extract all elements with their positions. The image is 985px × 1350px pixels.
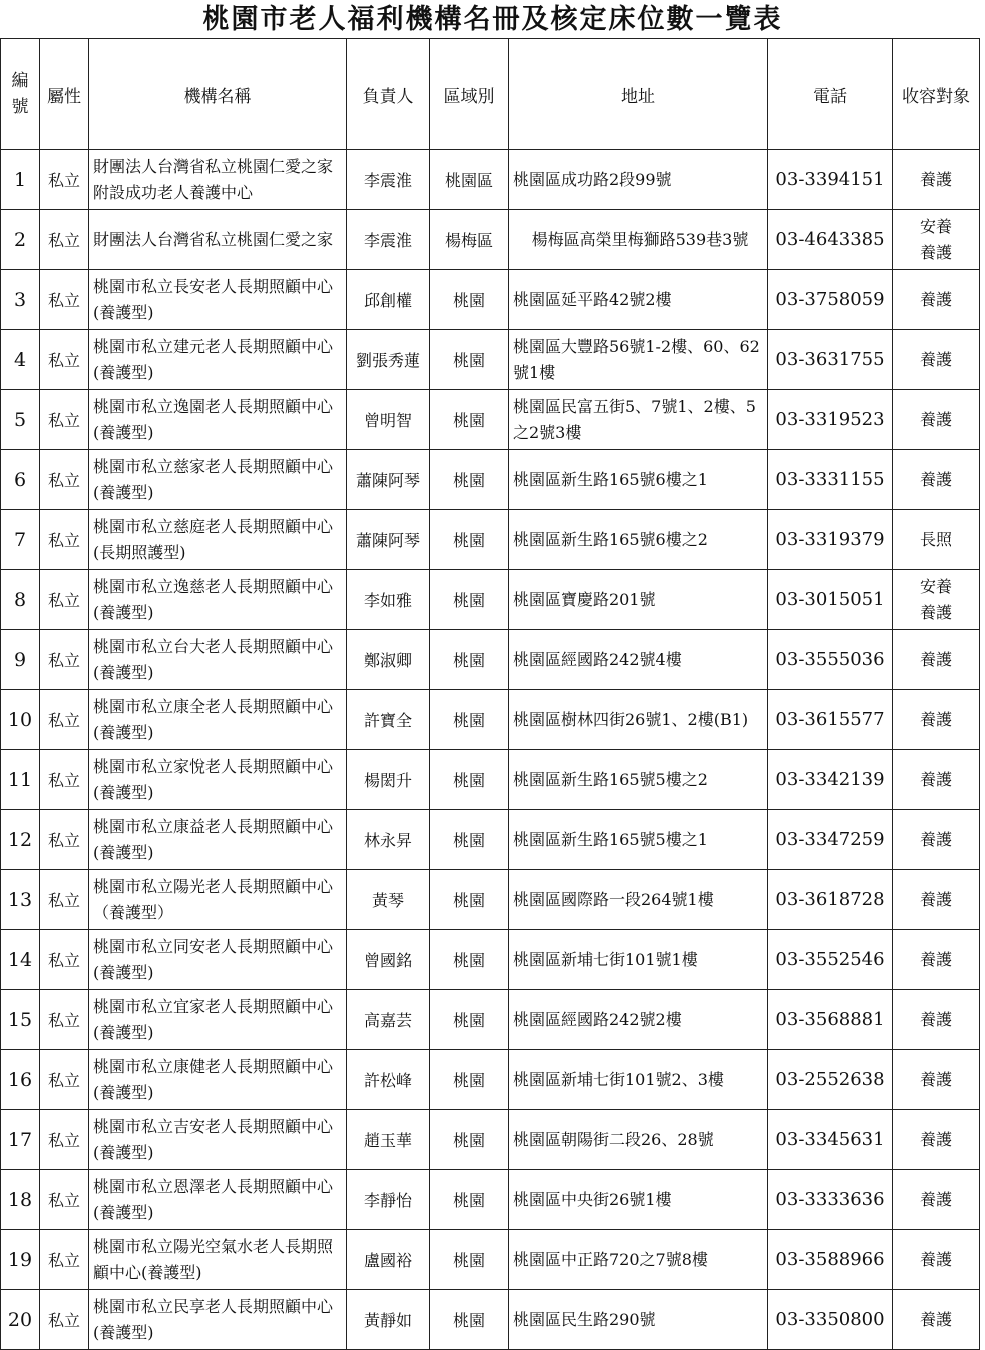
row-phone: 03-3394151 (768, 150, 893, 210)
row-district: 桃園 (430, 570, 509, 630)
row-institution-name: 桃園市私立台大老人長期照顧中心(養護型) (89, 630, 347, 690)
row-person-in-charge: 林永昇 (347, 810, 430, 870)
header-institution-name: 機構名稱 (89, 39, 347, 150)
table-row (1, 990, 980, 1050)
row-phone: 03-3615577 (768, 690, 893, 750)
table-row (1, 810, 980, 870)
row-phone: 03-3618728 (768, 870, 893, 930)
row-address: 桃園區新生路165號5樓之1 (509, 810, 768, 870)
row-number: 2 (1, 210, 40, 270)
row-phone: 03-3350800 (768, 1290, 893, 1350)
row-institution-name: 桃園市私立康益老人長期照顧中心(養護型) (89, 810, 347, 870)
row-phone: 03-3333636 (768, 1170, 893, 1230)
row-number: 19 (1, 1230, 40, 1290)
header-address: 地址 (509, 39, 768, 150)
row-institution-name: 桃園市私立家悅老人長期照顧中心(養護型) (89, 750, 347, 810)
row-address: 桃園區新埔七街101號1樓 (509, 930, 768, 990)
row-target: 養護 (893, 870, 980, 930)
row-target: 養護 (893, 330, 980, 390)
row-district: 桃園 (430, 930, 509, 990)
row-person-in-charge: 蕭陳阿琴 (347, 510, 430, 570)
row-phone: 03-3758059 (768, 270, 893, 330)
row-institution-name: 桃園市私立陽光空氣水老人長期照顧中心(養護型) (89, 1230, 347, 1290)
table-row (1, 750, 980, 810)
row-address: 桃園區寶慶路201號 (509, 570, 768, 630)
header-phone: 電話 (768, 39, 893, 150)
row-attribute: 私立 (40, 630, 89, 690)
row-address: 楊梅區高榮里梅獅路539巷3號 (509, 210, 768, 270)
row-institution-name: 桃園市私立長安老人長期照顧中心(養護型) (89, 270, 347, 330)
row-district: 桃園 (430, 1110, 509, 1170)
row-number: 9 (1, 630, 40, 690)
row-person-in-charge: 李震淮 (347, 210, 430, 270)
row-phone: 03-3588966 (768, 1230, 893, 1290)
row-address: 桃園區國際路一段264號1樓 (509, 870, 768, 930)
row-district: 桃園 (430, 1170, 509, 1230)
row-attribute: 私立 (40, 570, 89, 630)
row-institution-name: 桃園市私立同安老人長期照顧中心(養護型) (89, 930, 347, 990)
row-phone: 03-4643385 (768, 210, 893, 270)
row-person-in-charge: 邱創權 (347, 270, 430, 330)
table-row (1, 630, 980, 690)
row-target: 養護 (893, 390, 980, 450)
header-district: 區域別 (430, 39, 509, 150)
row-target: 養護 (893, 930, 980, 990)
row-number: 12 (1, 810, 40, 870)
row-district: 桃園 (430, 390, 509, 450)
row-number: 17 (1, 1110, 40, 1170)
row-institution-name: 桃園市私立民享老人長期照顧中心(養護型) (89, 1290, 347, 1350)
row-attribute: 私立 (40, 750, 89, 810)
row-target: 長照 (893, 510, 980, 570)
row-attribute: 私立 (40, 1110, 89, 1170)
header-attribute: 屬性 (40, 39, 89, 150)
row-address: 桃園區新生路165號6樓之1 (509, 450, 768, 510)
row-target: 養護 (893, 450, 980, 510)
row-person-in-charge: 高嘉芸 (347, 990, 430, 1050)
row-person-in-charge: 李如雅 (347, 570, 430, 630)
header-target: 收容對象 (893, 39, 980, 150)
table-row (1, 570, 980, 630)
row-attribute: 私立 (40, 690, 89, 750)
row-institution-name: 財團法人台灣省私立桃園仁愛之家附設成功老人養護中心 (89, 150, 347, 210)
row-district: 桃園 (430, 270, 509, 330)
row-institution-name: 桃園市私立陽光老人長期照顧中心（養護型） (89, 870, 347, 930)
row-attribute: 私立 (40, 990, 89, 1050)
row-person-in-charge: 劉張秀蓮 (347, 330, 430, 390)
row-number: 3 (1, 270, 40, 330)
row-number: 15 (1, 990, 40, 1050)
row-attribute: 私立 (40, 870, 89, 930)
row-address: 桃園區延平路42號2樓 (509, 270, 768, 330)
row-attribute: 私立 (40, 210, 89, 270)
table-row (1, 330, 980, 390)
table-row (1, 1050, 980, 1110)
row-person-in-charge: 曾明智 (347, 390, 430, 450)
row-district: 桃園 (430, 1050, 509, 1110)
row-number: 6 (1, 450, 40, 510)
row-district: 桃園 (430, 330, 509, 390)
row-institution-name: 桃園市私立宜家老人長期照顧中心(養護型) (89, 990, 347, 1050)
row-target: 養護 (893, 750, 980, 810)
table-row (1, 270, 980, 330)
row-address: 桃園區民生路290號 (509, 1290, 768, 1350)
row-address: 桃園區成功路2段99號 (509, 150, 768, 210)
row-attribute: 私立 (40, 330, 89, 390)
row-number: 7 (1, 510, 40, 570)
row-target: 養護 (893, 270, 980, 330)
row-institution-name: 桃園市私立康全老人長期照顧中心(養護型) (89, 690, 347, 750)
row-district: 桃園 (430, 750, 509, 810)
row-district: 桃園 (430, 1290, 509, 1350)
row-address: 桃園區中正路720之7號8樓 (509, 1230, 768, 1290)
row-district: 桃園 (430, 990, 509, 1050)
row-attribute: 私立 (40, 270, 89, 330)
row-attribute: 私立 (40, 450, 89, 510)
row-district: 桃園 (430, 690, 509, 750)
row-number: 1 (1, 150, 40, 210)
row-phone: 03-3552546 (768, 930, 893, 990)
row-number: 10 (1, 690, 40, 750)
table-row (1, 1230, 980, 1290)
row-target: 養護 (893, 810, 980, 870)
row-institution-name: 桃園市私立恩澤老人長期照顧中心(養護型) (89, 1170, 347, 1230)
row-institution-name: 桃園市私立慈庭老人長期照顧中心(長期照護型) (89, 510, 347, 570)
row-number: 11 (1, 750, 40, 810)
row-address: 桃園區新生路165號6樓之2 (509, 510, 768, 570)
row-phone: 03-3319523 (768, 390, 893, 450)
table-row (1, 450, 980, 510)
row-district: 桃園 (430, 810, 509, 870)
row-phone: 03-3342139 (768, 750, 893, 810)
row-person-in-charge: 盧國裕 (347, 1230, 430, 1290)
row-institution-name: 桃園市私立逸園老人長期照顧中心(養護型) (89, 390, 347, 450)
row-number: 4 (1, 330, 40, 390)
table-row (1, 1170, 980, 1230)
row-institution-name: 桃園市私立吉安老人長期照顧中心(養護型) (89, 1110, 347, 1170)
row-target: 安養 養護 (893, 570, 980, 630)
row-target: 養護 (893, 150, 980, 210)
row-number: 20 (1, 1290, 40, 1350)
row-address: 桃園區朝陽街二段26、28號 (509, 1110, 768, 1170)
row-address: 桃園區樹林四街26號1、2樓(B1) (509, 690, 768, 750)
row-district: 桃園 (430, 1230, 509, 1290)
row-person-in-charge: 黃琴 (347, 870, 430, 930)
row-district: 桃園 (430, 630, 509, 690)
table-row (1, 870, 980, 930)
row-phone: 03-3331155 (768, 450, 893, 510)
institution-table (0, 38, 980, 1350)
row-number: 16 (1, 1050, 40, 1110)
row-phone: 03-2552638 (768, 1050, 893, 1110)
row-phone: 03-3345631 (768, 1110, 893, 1170)
row-address: 桃園區經國路242號4樓 (509, 630, 768, 690)
table-row (1, 210, 980, 270)
row-address: 桃園區中央街26號1樓 (509, 1170, 768, 1230)
row-phone: 03-3631755 (768, 330, 893, 390)
table-row (1, 930, 980, 990)
row-address: 桃園區民富五街5、7號1、2樓、5之2號3樓 (509, 390, 768, 450)
row-district: 桃園 (430, 510, 509, 570)
row-person-in-charge: 許寶全 (347, 690, 430, 750)
row-attribute: 私立 (40, 1230, 89, 1290)
row-phone: 03-3568881 (768, 990, 893, 1050)
row-target: 養護 (893, 1170, 980, 1230)
row-district: 桃園 (430, 450, 509, 510)
row-address: 桃園區新生路165號5樓之2 (509, 750, 768, 810)
row-attribute: 私立 (40, 390, 89, 450)
row-target: 安養 養護 (893, 210, 980, 270)
row-person-in-charge: 趙玉華 (347, 1110, 430, 1170)
row-district: 桃園 (430, 870, 509, 930)
row-district: 桃園區 (430, 150, 509, 210)
row-target: 養護 (893, 1110, 980, 1170)
row-target: 養護 (893, 690, 980, 750)
row-institution-name: 桃園市私立建元老人長期照顧中心(養護型) (89, 330, 347, 390)
table-row (1, 1110, 980, 1170)
row-number: 8 (1, 570, 40, 630)
row-person-in-charge: 楊閎升 (347, 750, 430, 810)
row-person-in-charge: 李震淮 (347, 150, 430, 210)
row-number: 14 (1, 930, 40, 990)
row-attribute: 私立 (40, 930, 89, 990)
row-address: 桃園區大豐路56號1-2樓、60、62號1樓 (509, 330, 768, 390)
row-phone: 03-3555036 (768, 630, 893, 690)
row-attribute: 私立 (40, 150, 89, 210)
row-attribute: 私立 (40, 810, 89, 870)
page-title: 桃園市老人福利機構名冊及核定床位數一覽表 (202, 4, 783, 35)
row-institution-name: 桃園市私立康健老人長期照顧中心(養護型) (89, 1050, 347, 1110)
row-number: 18 (1, 1170, 40, 1230)
row-person-in-charge: 許松峰 (347, 1050, 430, 1110)
row-phone: 03-3015051 (768, 570, 893, 630)
row-institution-name: 桃園市私立逸慈老人長期照顧中心(養護型) (89, 570, 347, 630)
row-number: 13 (1, 870, 40, 930)
row-address: 桃園區新埔七街101號2、3樓 (509, 1050, 768, 1110)
row-target: 養護 (893, 630, 980, 690)
row-target: 養護 (893, 1050, 980, 1110)
table-row (1, 1290, 980, 1350)
table-row (1, 390, 980, 450)
header-number: 編 號 (1, 39, 40, 150)
row-person-in-charge: 鄭淑卿 (347, 630, 430, 690)
row-phone: 03-3319379 (768, 510, 893, 570)
row-person-in-charge: 黃靜如 (347, 1290, 430, 1350)
row-target: 養護 (893, 1230, 980, 1290)
table-row (1, 510, 980, 570)
row-attribute: 私立 (40, 510, 89, 570)
row-target: 養護 (893, 1290, 980, 1350)
row-address: 桃園區經國路242號2樓 (509, 990, 768, 1050)
row-institution-name: 財團法人台灣省私立桃園仁愛之家 (89, 210, 347, 270)
row-institution-name: 桃園市私立慈家老人長期照顧中心(養護型) (89, 450, 347, 510)
table-row (1, 150, 980, 210)
row-person-in-charge: 蕭陳阿琴 (347, 450, 430, 510)
table-row (1, 690, 980, 750)
table-header-row (1, 39, 980, 150)
row-phone: 03-3347259 (768, 810, 893, 870)
row-person-in-charge: 李靜怡 (347, 1170, 430, 1230)
row-number: 5 (1, 390, 40, 450)
row-attribute: 私立 (40, 1170, 89, 1230)
row-attribute: 私立 (40, 1290, 89, 1350)
row-person-in-charge: 曾國銘 (347, 930, 430, 990)
row-district: 楊梅區 (430, 210, 509, 270)
header-person-in-charge: 負責人 (347, 39, 430, 150)
row-attribute: 私立 (40, 1050, 89, 1110)
row-target: 養護 (893, 990, 980, 1050)
